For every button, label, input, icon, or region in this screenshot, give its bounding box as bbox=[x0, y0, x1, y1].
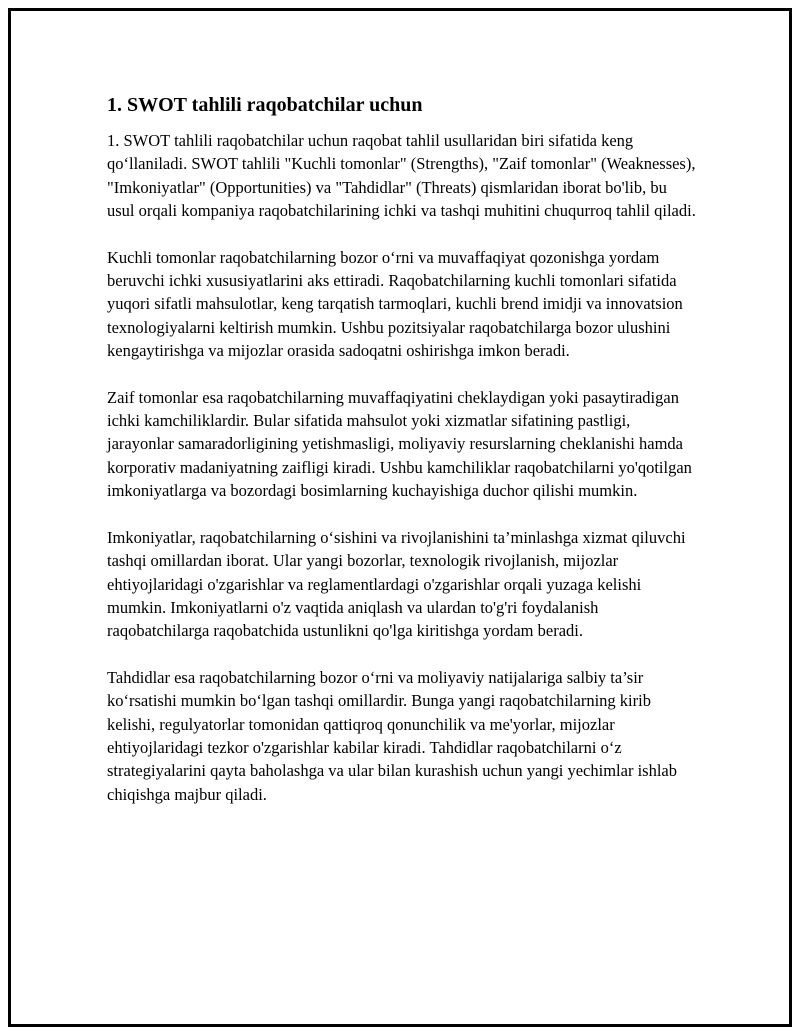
paragraph-threats: Tahdidlar esa raqobatchilarning bozor o‘rni va moliyaviy natijalariga salbiy ta’sir ko‘rsatishi mumkin bo‘lgan tashqi omillardir. Bunga yangi raqobatchilarning kirib kelishi, regulyatorlar tomonidan qattiqroq qonunchilik va me'yorlar, mijozlar ehtiyojlaridagi tezkor o'zgarishlar kabilar kiradi. Tahdidlar raqobatchilarni o‘z strategiyalarini qayta baholashga va ular bilan kurashish uchun yangi yechimlar ishlab chiqishga majbur qiladi. bbox=[107, 667, 677, 804]
paragraph-opportunities: Imkoniyatlar, raqobatchilarning o‘sishini va rivojlanishini ta’minlashga xizmat qiluvchi tashqi omillardan iborat. Ular yangi bozorlar, texnologik rivojlanish, mijozlar ehtiyojlaridagi o'zgarishlar va reglamentlardagi o'zgarishlar orqali yuzaga kelishi mumkin. Imkoniyatlarni o'z vaqtida aniqlash va ulardan to'g'ri foydalanish raqobatchilarga raqobatchida ustunlikni qo'lga kiritishga yordam beradi. bbox=[107, 527, 686, 641]
paragraph-weaknesses: Zaif tomonlar esa raqobatchilarning muvaffaqiyatini cheklaydigan yoki pasaytiradigan ichki kamchiliklardir. Bular sifatida mahsulot yoki xizmatlar sifatining pastligi, jarayonlar samaradorligining yetishmasligi, moliyaviy resurslarning cheklanishi hamda korporativ madaniyatning zaifligi kiradi. Ushbu kamchiliklar raqobatchilarni yo'qotilgan imkoniyatlarga va bozordagi bosimlarning kuchayishiga duchor qilishi mumkin. bbox=[107, 387, 692, 501]
document-body bbox=[107, 84, 697, 829]
paragraph-intro: 1. SWOT tahlili raqobatchilar uchun raqobat tahlil usullaridan biri sifatida keng qo‘llaniladi. SWOT tahlili "Kuchli tomonlar" (Strengths), "Zaif tomonlar" (Weaknesses), "Imkoniyatlar" (Opportunities) va "Tahdidlar" (Threats) qismlaridan iborat bo'lib, bu usul orqali kompaniya raqobatchilarining ichki va tashqi muhitini chuqurroq tahlil qiladi. bbox=[107, 131, 696, 221]
paragraph-strengths: Kuchli tomonlar raqobatchilarning bozor o‘rni va muvaffaqiyat qozonishga yordam beruvchi ichki xususiyatlarini aks ettiradi. Raqobatchilarning kuchli tomonlari sifatida yuqori sifatli mahsulotlar, keng tarqatish tarmoqlari, kuchli brend imidji va innovatsion texnologiyalarni keltirish mumkin. Ushbu pozitsiyalar raqobatchilarga bozor ulushini kengaytirishga va mijozlar orasida sadoqatni oshirishga imkon beradi. bbox=[107, 247, 683, 361]
document-title: 1. SWOT tahlili raqobatchilar uchun bbox=[107, 94, 423, 116]
